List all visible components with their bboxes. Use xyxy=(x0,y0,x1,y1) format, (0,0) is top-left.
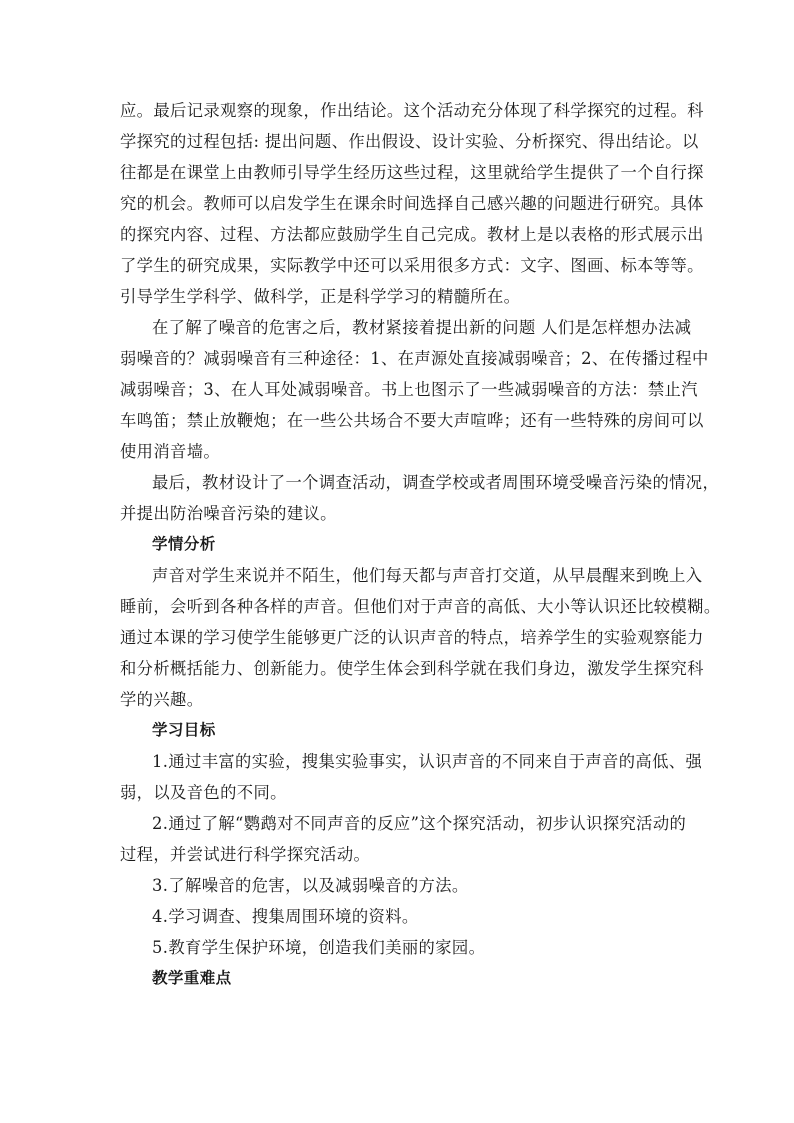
text-line: 车鸣笛；禁止放鞭炮；在一些公共场合不要大声喧哗；还有一些特殊的房间可以 xyxy=(120,411,704,430)
text-line: 通过本课的学习使学生能够更广泛的认识声音的特点，培养学生的实验观察能力 xyxy=(120,628,704,647)
text-line: 声音对学生来说并不陌生，他们每天都与声音打交道，从早晨醒来到晚上入 xyxy=(152,566,703,585)
paragraph-noise-reduction xyxy=(120,312,709,467)
text-line: 弱，以及音色的不同。 xyxy=(120,783,287,802)
goal-item-3: 3.了解噪音的危害，以及减弱噪音的方法。 xyxy=(152,876,469,895)
goal-item-5: 5.教育学生保护环境，创造我们美丽的家园。 xyxy=(152,938,486,957)
text-line: 减弱噪音；3、在人耳处减弱噪音。书上也图示了一些减弱噪音的方法：禁止汽 xyxy=(120,380,698,399)
heading-key-points: 教学重难点 xyxy=(152,969,232,987)
text-line: 最后，教材设计了一个调查活动，调查学校或者周围环境受噪音污染的情况， xyxy=(152,473,720,492)
document-page xyxy=(120,95,721,994)
text-line: 在了解了噪音的危害之后，教材紧接着提出新的问题 人们是怎样想办法减 xyxy=(152,318,692,337)
text-line: 往都是在课堂上由教师引导学生经历这些过程，这里就给学生提供了一个自行探 xyxy=(120,163,704,182)
text-line: 2.通过了解“鹦鹉对不同声音的反应”这个探究活动，初步认识探究活动的 xyxy=(152,814,687,833)
text-line: 应。最后记录观察的现象，作出结论。这个活动充分体现了科学探究的过程。科 xyxy=(120,101,704,120)
text-line: 过程，并尝试进行科学探究活动。 xyxy=(120,845,371,864)
text-line: 学的兴趣。 xyxy=(120,690,204,709)
text-line: 的探究内容、过程、方法都应鼓励学生自己完成。教材上是以表格的形式展示出 xyxy=(120,225,704,244)
goal-item-1 xyxy=(120,746,703,808)
text-line: 并提出防治噪音污染的建议。 xyxy=(120,504,337,523)
heading-student-analysis: 学情分析 xyxy=(152,535,216,553)
goal-item-4: 4.学习调查、搜集周围环境的资料。 xyxy=(152,907,419,926)
heading-learning-goals: 学习目标 xyxy=(152,721,216,739)
goal-item-2 xyxy=(120,808,687,870)
text-line: 1.通过丰富的实验，搜集实验事实，认识声音的不同来自于声音的高低、强 xyxy=(152,752,703,771)
text-line: 究的机会。教师可以启发学生在课余时间选择自己感兴趣的问题进行研究。具体 xyxy=(120,194,704,213)
text-line: 和分析概括能力、创新能力。使学生体会到科学就在我们身边，激发学生探究科 xyxy=(120,659,704,678)
text-line: 了学生的研究成果，实际教学中还可以采用很多方式：文字、图画、标本等等。 xyxy=(120,256,704,275)
text-line: 引导学生学科学、做科学，正是科学学习的精髓所在。 xyxy=(120,287,521,306)
paragraph-inquiry-process xyxy=(120,95,704,312)
text-line: 使用消音墙。 xyxy=(120,442,221,461)
text-line: 学探究的过程包括: 提出问题、作出假设、设计实验、分析探究、得出结论。以 xyxy=(120,132,699,151)
paragraph-student-analysis xyxy=(120,560,721,715)
paragraph-survey-activity xyxy=(120,467,720,529)
text-line: 睡前，会听到各种各样的声音。但他们对于声音的高低、大小等认识还比较模糊。 xyxy=(120,597,721,616)
text-line: 弱噪音的？减弱噪音有三种途径：1、在声源处直接减弱噪音；2、在传播过程中 xyxy=(120,349,709,368)
